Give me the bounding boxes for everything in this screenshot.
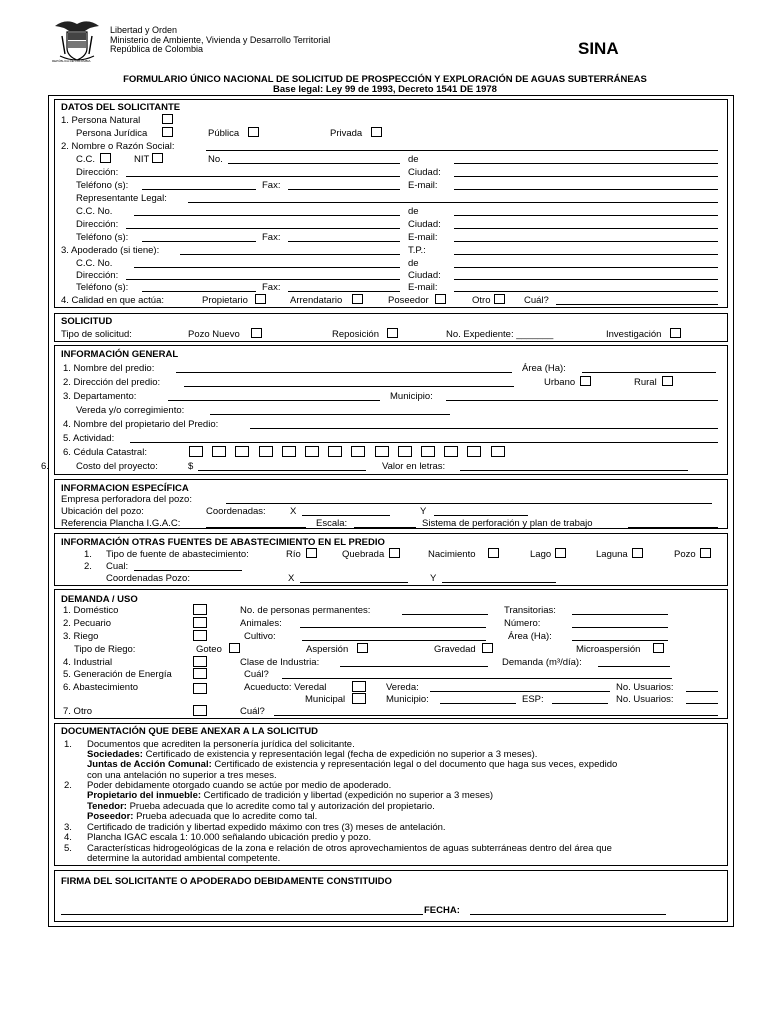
label: E-mail: xyxy=(408,282,438,293)
cedula-catastral-box[interactable] xyxy=(375,446,389,457)
sina-logo: SINA xyxy=(578,39,619,58)
expediente-label: No. Expediente: _______ xyxy=(446,329,554,340)
privada-checkbox[interactable] xyxy=(371,127,382,137)
rio-checkbox[interactable] xyxy=(306,548,317,558)
term-text: Prueba adecuada que lo acredite como tal. xyxy=(133,811,318,822)
propietario-checkbox[interactable] xyxy=(255,294,266,304)
label: 6. Cédula Catastral: xyxy=(63,447,147,458)
list-item xyxy=(87,811,317,822)
fecha-field[interactable] xyxy=(470,906,666,915)
term-text: Certificado de existencia y representación legal (fecha de expedición no superior a 3 meses). xyxy=(142,749,538,760)
label: Fax: xyxy=(262,282,281,293)
label: C.C. No. xyxy=(76,206,113,217)
section-heading: INFORMACIÓN OTRAS FUENTES DE ABASTECIMIENTO EN EL PREDIO xyxy=(61,537,385,548)
vereda-field[interactable] xyxy=(210,406,450,415)
label: Sistema de perforación y plan de trabajo xyxy=(422,518,593,529)
label: Ciudad: xyxy=(408,167,441,178)
label: Municipal xyxy=(305,694,346,705)
coat-of-arms-icon xyxy=(52,18,102,64)
label: Demanda (m³/día): xyxy=(502,657,582,668)
label: 2. Pecuario xyxy=(63,618,112,629)
label: Pública xyxy=(208,128,240,139)
label: Poseedor xyxy=(388,295,429,306)
demanda-field[interactable] xyxy=(598,658,670,667)
label: No. Usuarios: xyxy=(616,682,674,693)
label: Microaspersión xyxy=(576,644,641,655)
label: Fax: xyxy=(262,180,281,191)
label: Transitorias: xyxy=(504,605,556,616)
label: C.C. xyxy=(76,154,95,165)
label: 4. Calidad en que actúa: xyxy=(61,295,164,306)
list-number: 3. xyxy=(64,822,72,833)
section-heading: DOCUMENTACIÓN QUE DEBE ANEXAR A LA SOLICITUD xyxy=(61,726,319,737)
label: 1. Nombre del predio: xyxy=(63,363,155,374)
animales-field[interactable] xyxy=(300,619,486,628)
coord-x-field[interactable] xyxy=(302,507,390,516)
label: Cuál? xyxy=(240,706,265,717)
label: 2. Dirección del predio: xyxy=(63,377,161,388)
label: Tipo de fuente de abastecimiento: xyxy=(106,549,249,560)
pozo-checkbox[interactable] xyxy=(700,548,711,558)
label: X xyxy=(288,573,295,584)
nit-checkbox[interactable] xyxy=(152,153,163,163)
personas-field[interactable] xyxy=(402,606,488,615)
label: E-mail: xyxy=(408,180,438,191)
label: Laguna xyxy=(596,549,628,560)
label: 3. Apoderado (si tiene): xyxy=(61,245,160,256)
cedula-catastral-box[interactable] xyxy=(282,446,296,457)
label: Persona Jurídica xyxy=(76,128,148,139)
label: Quebrada xyxy=(342,549,385,560)
representante-field[interactable] xyxy=(188,194,718,203)
label: Referencia Plancha I.G.A.C: xyxy=(61,518,181,529)
label: Vereda: xyxy=(386,682,419,693)
veredal-checkbox[interactable] xyxy=(352,681,366,692)
area-riego-field[interactable] xyxy=(572,632,668,641)
persona-juridica-checkbox[interactable] xyxy=(162,127,173,137)
apo-fax-field[interactable] xyxy=(288,283,400,292)
list-number: 1. xyxy=(64,739,72,750)
label: 1. Doméstico xyxy=(63,605,119,616)
label: No. Usuarios: xyxy=(616,694,674,705)
fuente-cual-field[interactable] xyxy=(134,562,242,571)
direccion-predio-field[interactable] xyxy=(184,378,514,387)
apo-cc-field[interactable] xyxy=(134,259,400,268)
label: Ciudad: xyxy=(408,219,441,230)
cedula-catastral-box[interactable] xyxy=(467,446,481,457)
ciudad-field[interactable] xyxy=(454,168,718,177)
label: Acueducto: Veredal xyxy=(244,682,327,693)
gravedad-checkbox[interactable] xyxy=(482,643,493,653)
label: Municipio: xyxy=(390,391,433,402)
list-number: 2. xyxy=(64,780,72,791)
bold-term: Tenedor: xyxy=(87,801,127,812)
rural-checkbox[interactable] xyxy=(662,376,673,386)
label: Arrendatario xyxy=(290,295,343,306)
goteo-checkbox[interactable] xyxy=(229,643,240,653)
label: Pozo xyxy=(674,549,696,560)
label: No. de personas permanentes: xyxy=(240,605,371,616)
label: 1. Persona Natural xyxy=(61,115,141,126)
rep-cc-field[interactable] xyxy=(134,207,400,216)
label: Dirección: xyxy=(76,270,119,281)
label: 5. Actividad: xyxy=(63,433,115,444)
cedula-catastral-box[interactable] xyxy=(398,446,412,457)
term-text: Prueba adecuada que lo acredite como tal y autorización del propietario. xyxy=(126,801,435,812)
label: Otro xyxy=(472,295,491,306)
section-heading: FIRMA DEL SOLICITANTE O APODERADO DEBIDAMENTE CONSTITUIDO xyxy=(61,876,392,887)
industrial-checkbox[interactable] xyxy=(193,656,207,667)
label: Dirección: xyxy=(76,167,119,178)
label: Nacimiento xyxy=(428,549,476,560)
de-field[interactable] xyxy=(454,155,718,164)
label: Número: xyxy=(504,618,541,629)
otro-uso-checkbox[interactable] xyxy=(193,705,207,716)
label: de xyxy=(408,154,419,165)
energia-cual-field[interactable] xyxy=(282,670,672,679)
coord-y-field[interactable] xyxy=(434,507,528,516)
cedula-catastral-box[interactable] xyxy=(259,446,273,457)
investigacion-checkbox[interactable] xyxy=(670,328,681,338)
list-item xyxy=(87,790,493,801)
apo-ciudad-field[interactable] xyxy=(454,271,718,280)
reposicion-checkbox[interactable] xyxy=(387,328,398,338)
label: 6. Abastecimiento xyxy=(63,682,138,693)
usuarios-municipal-field[interactable] xyxy=(686,695,718,704)
cual-field[interactable] xyxy=(556,296,718,305)
cultivo-field[interactable] xyxy=(302,632,486,641)
label: Gravedad xyxy=(434,644,476,655)
rep-de-field[interactable] xyxy=(454,207,718,216)
label: Ubicación del pozo: xyxy=(61,506,144,517)
section-heading: INFORMACION ESPECÍFICA xyxy=(61,483,189,494)
rep-email-field[interactable] xyxy=(454,233,718,242)
direccion-field[interactable] xyxy=(126,168,400,177)
label: 3. Riego xyxy=(63,631,99,642)
cedula-catastral-box[interactable] xyxy=(328,446,342,457)
dollar-sign: $ xyxy=(188,461,194,472)
label: Vereda y/o corregimiento: xyxy=(76,405,185,416)
list-item xyxy=(87,759,617,770)
actividad-field[interactable] xyxy=(130,434,718,443)
label: 1. xyxy=(84,549,92,560)
pozo-nuevo-checkbox[interactable] xyxy=(251,328,262,338)
nacimiento-checkbox[interactable] xyxy=(488,548,499,558)
otro-checkbox[interactable] xyxy=(494,294,505,304)
label: 4. Industrial xyxy=(63,657,113,668)
cedula-catastral-box[interactable] xyxy=(235,446,249,457)
fuente-x-field[interactable] xyxy=(300,574,408,583)
label: 4. Nombre del propietario del Predio: xyxy=(63,419,219,430)
label: Propietario xyxy=(202,295,248,306)
label: de xyxy=(408,206,419,217)
lago-checkbox[interactable] xyxy=(555,548,566,558)
label: ESP: xyxy=(522,694,544,705)
rep-ciudad-field[interactable] xyxy=(454,220,718,229)
apo-telefono-field[interactable] xyxy=(142,283,256,292)
section-heading: SOLICITUD xyxy=(61,316,113,327)
valor-letras-field[interactable] xyxy=(460,462,688,471)
label: FECHA: xyxy=(424,905,460,916)
publica-checkbox[interactable] xyxy=(248,127,259,137)
transitorias-field[interactable] xyxy=(572,606,668,615)
term-text: Certificado de existencia y representación legal o del documento que haga sus veces, expedido xyxy=(211,759,618,770)
label: Río xyxy=(286,549,301,560)
propietario-predio-field[interactable] xyxy=(250,420,718,429)
esp-field[interactable] xyxy=(552,695,608,704)
label: Dirección: xyxy=(76,219,119,230)
label: Cultivo: xyxy=(244,631,276,642)
label: Área (Ha): xyxy=(508,631,552,642)
section-heading: DEMANDA / USO xyxy=(61,594,138,605)
rep-direccion-field[interactable] xyxy=(126,220,400,229)
usuarios-veredal-field[interactable] xyxy=(686,683,718,692)
label: Clase de Industria: xyxy=(240,657,320,668)
costo-field[interactable] xyxy=(198,462,366,471)
fax-field[interactable] xyxy=(288,181,400,190)
list-item: Plancha IGAC escala 1: 10.000 señalando ubicación predio y pozo. xyxy=(87,832,372,843)
telefono-field[interactable] xyxy=(142,181,256,190)
margin-mark: 6. xyxy=(41,461,49,472)
label: Costo del proyecto: xyxy=(76,461,158,472)
label: Y xyxy=(420,506,427,517)
term-text: Certificado de tradición y libertad (expedición no superior a 3 meses) xyxy=(201,790,494,801)
label: 5. Generación de Energía xyxy=(63,669,172,680)
label: Urbano xyxy=(544,377,576,388)
empresa-field[interactable] xyxy=(226,495,712,504)
municipio-field[interactable] xyxy=(446,392,718,401)
municipal-checkbox[interactable] xyxy=(352,693,366,704)
label: Y xyxy=(430,573,437,584)
bold-term: Poseedor: xyxy=(87,811,134,822)
label: Investigación xyxy=(606,329,662,340)
cc-checkbox[interactable] xyxy=(100,153,111,163)
cedula-catastral-box[interactable] xyxy=(212,446,226,457)
fuente-y-field[interactable] xyxy=(442,574,556,583)
otro-uso-cual-field[interactable] xyxy=(274,707,718,716)
label: Aspersión xyxy=(306,644,349,655)
apo-email-field[interactable] xyxy=(454,283,718,292)
acueducto-vereda-field[interactable] xyxy=(430,683,610,692)
apo-de-field[interactable] xyxy=(454,259,718,268)
label: Coordenadas: xyxy=(206,506,266,517)
numero-animales-field[interactable] xyxy=(572,619,668,628)
laguna-checkbox[interactable] xyxy=(632,548,643,558)
label: 2. xyxy=(84,561,92,572)
label: 3. Departamento: xyxy=(63,391,137,402)
departamento-field[interactable] xyxy=(168,392,380,401)
urbano-checkbox[interactable] xyxy=(580,376,591,386)
razon-social-field[interactable] xyxy=(206,142,718,151)
label: de xyxy=(408,258,419,269)
label: Municipio: xyxy=(386,694,429,705)
list-item: con una antelación no superior a tres meses. xyxy=(87,770,277,781)
cedula-catastral-box[interactable] xyxy=(351,446,365,457)
label: Valor en letras: xyxy=(382,461,446,472)
label: Área (Ha): xyxy=(522,363,566,374)
list-number: 4. xyxy=(64,832,72,843)
list-item: determine la autoridad ambiental competente. xyxy=(87,853,281,864)
label: Cual: xyxy=(106,561,129,572)
escala-field[interactable] xyxy=(354,519,416,528)
label: Escala: xyxy=(316,518,348,529)
plancha-field[interactable] xyxy=(206,519,306,528)
microaspersion-checkbox[interactable] xyxy=(653,643,664,653)
tp-field[interactable] xyxy=(454,246,718,255)
label: NIT xyxy=(134,154,150,165)
rep-fax-field[interactable] xyxy=(288,233,400,242)
label: T.P.: xyxy=(408,245,426,256)
arrendatario-checkbox[interactable] xyxy=(352,294,363,304)
section-heading: INFORMACIÓN GENERAL xyxy=(61,349,179,360)
label: Coordenadas Pozo: xyxy=(106,573,190,584)
persona-natural-checkbox[interactable] xyxy=(162,114,173,124)
riego-checkbox[interactable] xyxy=(193,630,207,641)
label: 7. Otro xyxy=(63,706,93,717)
firma-field[interactable] xyxy=(61,906,423,915)
pecuario-checkbox[interactable] xyxy=(193,617,207,628)
numero-field[interactable] xyxy=(228,155,400,164)
cedula-catastral-box[interactable] xyxy=(444,446,458,457)
cedula-catastral-box[interactable] xyxy=(421,446,435,457)
label: 2. Nombre o Razón Social: xyxy=(61,141,175,152)
clase-industria-field[interactable] xyxy=(340,658,488,667)
cedula-catastral-box[interactable] xyxy=(305,446,319,457)
ministry: Ministerio de Ambiente, Vivienda y Desarrollo Territorial xyxy=(110,35,331,45)
label: Ciudad: xyxy=(408,270,441,281)
label: C.C. No. xyxy=(76,258,113,269)
email-field[interactable] xyxy=(454,181,718,190)
sistema-field[interactable] xyxy=(628,519,718,528)
list-item: Documentos que acrediten la personería jurídica del solicitante. xyxy=(87,739,355,750)
cedula-catastral-box[interactable] xyxy=(491,446,505,457)
cedula-catastral-box[interactable] xyxy=(189,446,203,457)
apoderado-field[interactable] xyxy=(180,246,400,255)
apo-direccion-field[interactable] xyxy=(126,271,400,280)
label: Rural xyxy=(634,377,657,388)
label: Tipo de solicitud: xyxy=(61,329,132,340)
domestico-checkbox[interactable] xyxy=(193,604,207,615)
bold-term: Propietario del inmueble: xyxy=(87,790,202,801)
crest-label: REPÚBLICA DE COLOMBIA xyxy=(52,59,91,63)
quebrada-checkbox[interactable] xyxy=(389,548,400,558)
energia-checkbox[interactable] xyxy=(193,668,207,679)
label: Pozo Nuevo xyxy=(188,329,240,340)
label: X xyxy=(290,506,297,517)
label: Lago xyxy=(530,549,552,560)
aspersion-checkbox[interactable] xyxy=(357,643,368,653)
label: E-mail: xyxy=(408,232,438,243)
label: Teléfono (s): xyxy=(76,180,129,191)
form-title: FORMULARIO ÚNICO NACIONAL DE SOLICITUD DE PROSPECCIÓN Y EXPLORACIÓN DE AGUAS SUBTERRÁNEAS xyxy=(123,74,647,85)
rep-telefono-field[interactable] xyxy=(142,233,256,242)
bold-term: Sociedades: xyxy=(87,749,143,760)
label: Goteo xyxy=(196,644,222,655)
label: Teléfono (s): xyxy=(76,282,129,293)
list-item: Poder debidamente otorgado cuando se actúe por medio de apoderado. xyxy=(87,780,392,791)
label: Animales: xyxy=(240,618,282,629)
motto: Libertad y Orden xyxy=(110,25,178,35)
acueducto-municipio-field[interactable] xyxy=(440,695,516,704)
nombre-predio-field[interactable] xyxy=(176,364,512,373)
label: Teléfono (s): xyxy=(76,232,129,243)
section-heading: DATOS DEL SOLICITANTE xyxy=(61,102,181,113)
label: Representante Legal: xyxy=(76,193,167,204)
label: Reposición xyxy=(332,329,379,340)
label: Fax: xyxy=(262,232,281,243)
list-item: Características hidrogeológicas de la zona e relación de otros aprovechamientos de aguas subterráneas dentro del área que xyxy=(87,843,612,854)
label: No. xyxy=(208,154,223,165)
form-subtitle: Base legal: Ley 99 de 1993, Decreto 1541 DE 1978 xyxy=(273,84,497,95)
bold-term: Juntas de Acción Comunal: xyxy=(87,759,212,770)
label: Cuál? xyxy=(244,669,269,680)
poseedor-checkbox[interactable] xyxy=(435,294,446,304)
label: Cuál? xyxy=(524,295,549,306)
list-number: 5. xyxy=(64,843,72,854)
republic: República de Colombia xyxy=(110,44,204,54)
list-item: Certificado de tradición y libertad expedido máximo con tres (3) meses de antelación. xyxy=(87,822,446,833)
abastecimiento-checkbox[interactable] xyxy=(193,683,207,694)
label: Privada xyxy=(330,128,363,139)
area-field[interactable] xyxy=(582,364,716,373)
label: Tipo de Riego: xyxy=(74,644,136,655)
label: Empresa perforadora del pozo: xyxy=(61,494,192,505)
